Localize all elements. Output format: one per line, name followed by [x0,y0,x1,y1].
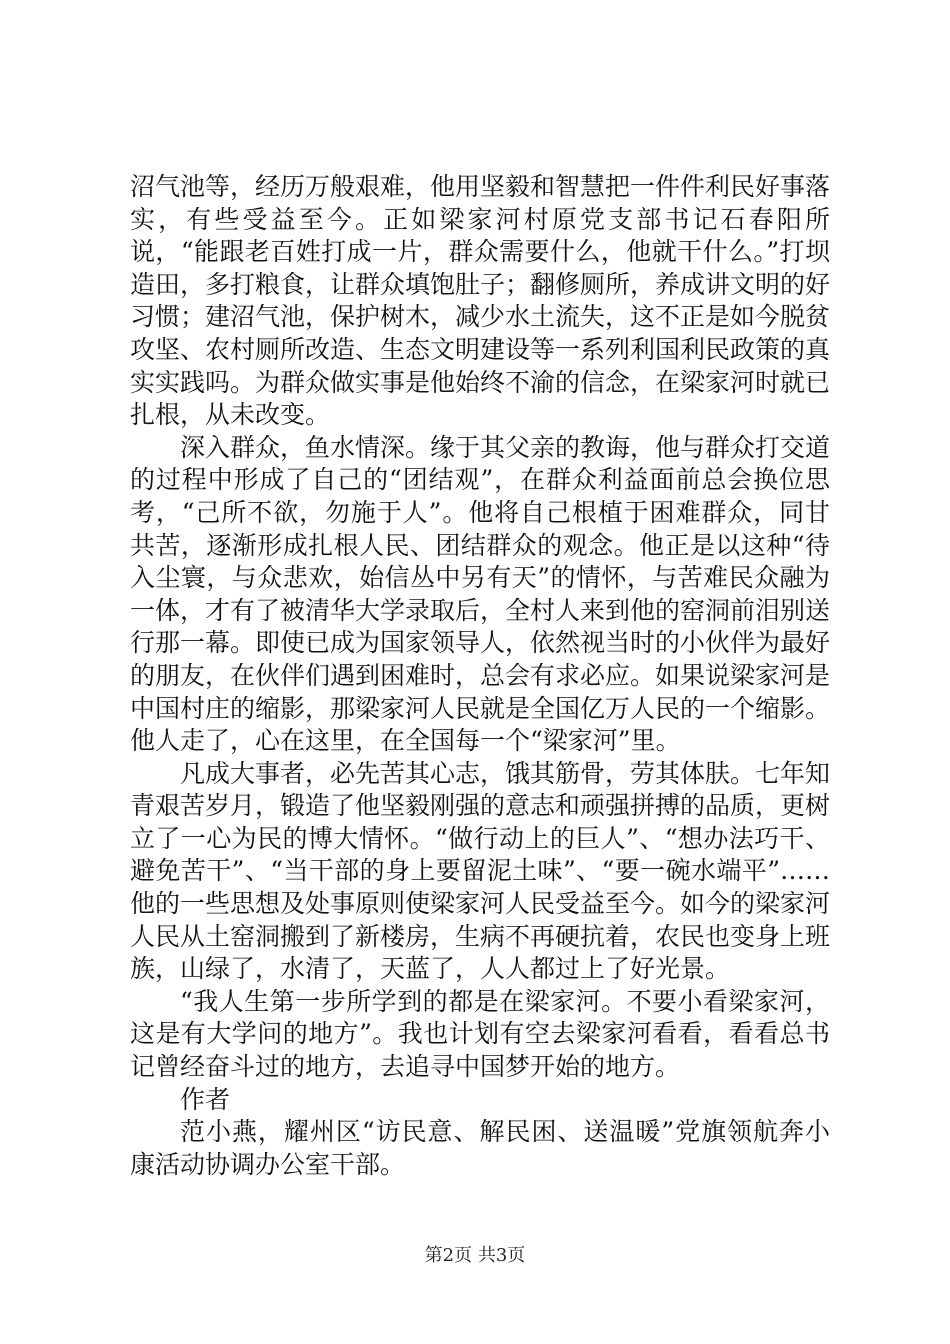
paragraph-3: 凡成大事者，必先苦其心志，饿其筋骨，劳其体肤。七年知青艰苦岁月，锻造了他坚毅刚强的意志和顽强拼搏的品质，更树立了一心为民的博大情怀。“做行动上的巨人”、“想办法巧干、避免苦干”、“当干部的身上要留泥土味”、“要一碗水端平”……他的一些思想及处事原则使梁家河人民受益至今。如今的梁家河人民从土窑洞搬到了新楼房，生病不再硬抗着，农民也变身上班族，山绿了，水清了，天蓝了，人人都过上了好光景。 [130,758,831,984]
body-text [130,171,830,1181]
paragraph-2: 深入群众，鱼水情深。缘于其父亲的教诲，他与群众打交道的过程中形成了自己的“团结观”，在群众利益面前总会换位思考，“己所不欲，勿施于人”。他将自己根植于困难群众，同甘共苦，逐渐形成扎根人民、团结群众的观念。他正是以这种“待入尘寰，与众悲欢，始信丛中另有天”的情怀，与苦难民众融为一体，才有了被清华大学录取后，全村人来到他的窑洞前泪别送行那一幕。即使已成为国家领导人，依然视当时的小伙伴为最好的朋友，在伙伴们遇到困难时，总会有求必应。如果说梁家河是中国村庄的缩影，那梁家河人民就是全国亿万人民的一个缩影。他人走了，心在这里，在全国每一个“梁家河”里。 [130,432,831,756]
paragraph-1: 沼气池等，经历万般艰难，他用坚毅和智慧把一件件利民好事落实，有些受益至今。正如梁家河村原党支部书记石春阳所说，“能跟老百姓打成一片，群众需要什么，他就干什么。”打坝造田，多打粮食，让群众填饱肚子；翻修厕所，养成讲文明的好习惯；建沼气池，保护树木，减少水土流失，这不正是如今脱贫攻坚、农村厕所改造、生态文明建设等一系列利国利民政策的真实实践吗。为群众做实事是他始终不渝的信念，在梁家河时就已扎根，从未改变。 [130,172,831,430]
author-heading: 作者 [180,1084,231,1114]
author-bio: 范小燕，耀州区“访民意、解民困、送温暖”党旗领航奔小康活动协调办公室干部。 [130,1117,830,1179]
page-footer: 第2页 共3页 [424,1245,526,1266]
paragraph-4: “我人生第一步所学到的都是在梁家河。不要小看梁家河，这是有大学问的地方”。我也计划有空去梁家河看看，看看总书记曾经奋斗过的地方，去追寻中国梦开始的地方。 [130,986,830,1082]
